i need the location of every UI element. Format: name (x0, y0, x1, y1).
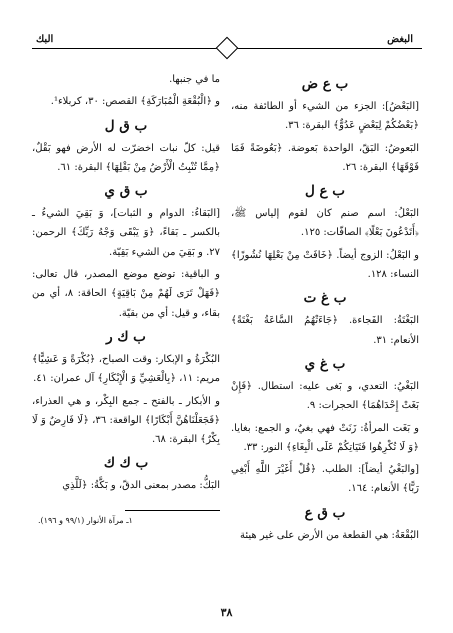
entry-paragraph: قيل: كلّ نبات اخضرّت له الأرض فهو بَقْلٌ، ﴿مِمَّا تُنْبِتُ الْأَرْضُ مِنْ بَقْلِهَا﴾ البقرة: ٦١. (32, 142, 220, 173)
entry-paragraph: و الأبكار ـ بالفتح ـ جمع البِكْر، و هي العذراء، ﴿فَجَعَلْنَاهُنَّ أَبْكَارًا﴾ الواقعة: ٣٦، ﴿لَا فَارِضٌ وَ لَا بِكْرٌ﴾ البقرة: ٦٨. (32, 395, 220, 446)
entry-paragraph: و البَعْلُ: الزوج أيضاً. ﴿خَافَتْ مِنْ بَعْلِهَا نُشُوزًا﴾ النساء: ١٢٨. (231, 249, 419, 281)
right-column (231, 70, 419, 548)
footnote: ١ـ مرآة الأنوار (٩٩/١ و ١٩٦). (38, 515, 133, 525)
entry-paragraph: البُقْعَةُ: هي القطعة من الأرض على غير هيئة (239, 529, 419, 541)
left-column (32, 70, 220, 527)
entry-paragraph: البَكُّ: مصدر بمعنى الدقّ، و بَكَّةُ: ﴿لَلَّذِي (62, 480, 220, 492)
left-column-body (32, 70, 220, 496)
root-heading: ب ع ل (305, 183, 345, 200)
header-left-word: البك (36, 34, 54, 45)
header-right-word: البغض (387, 34, 413, 45)
root-heading: ب ق ع (304, 504, 346, 521)
page-header (0, 0, 453, 60)
entry-paragraph: [البَعْضُ]: الجزء من الشيء أو الطائفة منه، ﴿بَعْضُكُمْ لِبَعْضٍ عَدُوٌّ﴾ البقرة: ٣٦. (231, 101, 419, 132)
entry-paragraph: و ﴿الْبُقْعَةِ الْمُبَارَكَةِ﴾ القصص: ٣٠، كربلاء¹. (50, 96, 220, 108)
entry-paragraph: البَعوضُ: البَقّ، الواحدة بَعوضة. ﴿بَعُوضَةً فَمَا فَوْقَهَا﴾ البقرة: ٢٦. (231, 142, 419, 173)
entry-paragraph: و الباقية: توضع موضع المصدر، قال تعالى: ﴿فَهَلْ تَرَى لَهُمْ مِنْ بَاقِيَةٍ﴾ الحاقة: ٨، أي من بقاء، و قيل: أي من بقيّة. (32, 269, 220, 319)
entry-paragraph: و بَغَت المرأةُ: زَنَتْ فهي بغيٌ، و الجمع: بغايا. ﴿وَ لَا تُكْرِهُوا فَتَيَاتِكُمْ عَلَى الْبِغَاءِ﴾ النور: ٣٣. (231, 422, 419, 453)
entry-paragraph: [البَقاءُ: الدوام و الثبات]، وَ بَقِيَ الشيءُ ـ بالكسر ـ بَقاءً، ﴿وَ يَبْقَى وَجْهُ رَبِّكَ﴾ الرحمن: ٢٧. و بَقِيَ من الشيء بَقِيّة. (32, 208, 220, 258)
root-heading: ب ق ل (104, 117, 148, 134)
entry-paragraph: ما في جنبها. (169, 74, 220, 85)
entry-paragraph: البُكْرَةُ و الإبكار: وقت الصباح، ﴿بُكْرَةً وَ عَشِيًّا﴾ مريم: ١١، ﴿بِالْعَشِيِّ وَ الْإِبْكَارِ﴾ آل عمران: ٤١. (32, 353, 220, 385)
footnote-rule (125, 510, 220, 511)
entry-paragraph: البَغْيُ: التعدي، و بَغى عليه: استطال. ﴿فَإِنْ بَغَتْ إِحْدَاهُمَا﴾ الحجرات: ٩. (231, 380, 419, 412)
page-number: ٣٨ (220, 606, 233, 619)
entry-paragraph: البَغْتَةُ: الفَجاءة. ﴿جَاءَتْهُمُ السَّاعَةُ بَغْتَةً﴾ الأنعام: ٣١. (231, 315, 419, 346)
header-diamond-ornament (216, 37, 239, 60)
root-heading: ب ك ر (106, 328, 146, 345)
entry-paragraph: [والبَغْيُ أيضاً]: الطلب. ﴿قُلْ أَغَيْرَ اللَّهِ أَبْغِي رَبًّا﴾ الأنعام: ١٦٤. (231, 464, 419, 495)
root-heading: ب ع ض (301, 76, 349, 92)
root-heading: ب ق ي (104, 183, 148, 200)
root-heading: ب غ ت (303, 290, 347, 307)
entry-paragraph: البَعْلُ: اسم صنم كان لقوم إلياس ﷺ، ﴿أَتَدْعُونَ بَعْلًا﴾ الصافّات: ١٢٥. (231, 208, 419, 239)
header-rule-right (236, 48, 422, 49)
root-heading: ب ك ك (103, 455, 149, 472)
header-rule-left (32, 48, 218, 49)
root-heading: ب غ ي (304, 355, 346, 372)
